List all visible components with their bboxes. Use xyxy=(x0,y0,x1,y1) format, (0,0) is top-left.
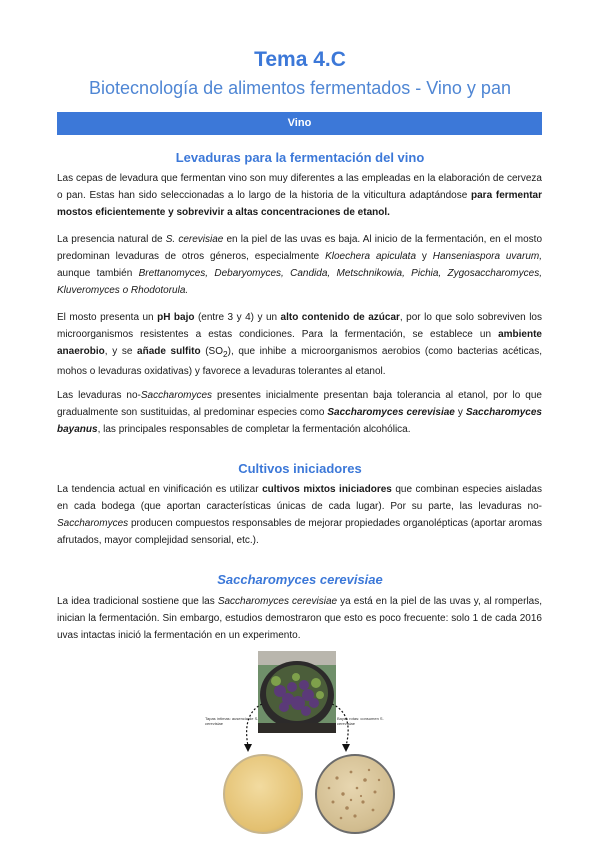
section-banner: Vino xyxy=(57,112,542,135)
page-subtitle: Biotecnología de alimentos fermentados - Vino y pan xyxy=(89,78,511,98)
paragraph-mosto: El mosto presenta un pH bajo (entre 3 y 4) y un alto contenido de azúcar, por lo que solo sobreviven los microorganismos resistentes a estas condiciones. Para la fermentación, se establece un ambiente anaerobio, y se añade sulfito $(SO_2)$, que inhibe a microorganismos aerobios (como bacterias acéticas, mohos o levaduras oxidativas) y favorece a levaduras tolerantes al etanol. xyxy=(57,312,542,377)
colonies xyxy=(317,756,393,832)
paragraph-cepas: Las cepas de levadura que fermentan vino son muy diferentes a las empleadas en la elaboración de cerveza o pan. Estas han sido seleccionadas a lo largo de la historia de la viticultura adaptándose para fermentar mostos eficientemente y sobrevivir a altas concentraciones de etanol. xyxy=(57,173,543,218)
label-right-plate: Bayas rotas: consumen S. cerevisiae xyxy=(337,716,384,726)
arrow-left-head xyxy=(244,744,252,752)
petri-dish-right xyxy=(315,754,395,834)
label-left-plate: Tapas íntimas: ausencia de S. cerevisiae xyxy=(205,716,259,726)
paragraph-no-saccharomyces: Las levaduras no-Saccharomyces presentes inicialmente presentan baja tolerancia al etanol, por lo que gradualmente son sustituidas, al predominar especies como Saccharomyces cerevisiae y Saccharomyces bayanus, las principales responsables de completar la fermentación alcohólica. xyxy=(57,390,542,435)
paragraph-cultivos: La tendencia actual en vinificación es utilizar cultivos mixtos iniciadores que combinan especies aisladas en cada bodega (que aportan características únicas de cada lugar). Por su parte, las levaduras no-Saccharomyces producen compuestos responsables de mejorar propiedades organolépticas (aportar aromas afrutados, mayor complejidad sensorial, etc.). xyxy=(57,484,542,546)
section-heading-levaduras: Levaduras para la fermentación del vino xyxy=(175,150,425,165)
section-heading-saccharomyces: Saccharomyces cerevisiae xyxy=(217,572,383,587)
section-heading-cultivos: Cultivos iniciadores xyxy=(238,461,362,476)
figure-arrows xyxy=(228,700,368,760)
arrow-right-head xyxy=(342,744,350,752)
paragraph-presencia: La presencia natural de S. cerevisiae en la piel de las uvas es baja. Al inicio de la fermentación, en el mosto predominan levaduras de otros géneros, especialmente Kloechera apiculata y Hanseniaspora uvarum, aunque también Brettanomyces, Debaryomyces, Candida, Metschnikowia, Pichia, Zygosaccharomyces, Kluveromyces o Rhodotorula. xyxy=(57,234,543,296)
paragraph-idea-tradicional: La idea tradicional sostiene que las Saccharomyces cerevisiae ya está en la piel de las uvas y, al romperlas, inician la fermentación. Sin embargo, estudios demostraron que esto es poco frecuente: solo 1 de cada 2016 uvas intactas inició la fermentación en un experimento. xyxy=(57,596,543,641)
petri-dish-left xyxy=(223,754,303,834)
page-title: Tema 4.C xyxy=(254,48,346,71)
